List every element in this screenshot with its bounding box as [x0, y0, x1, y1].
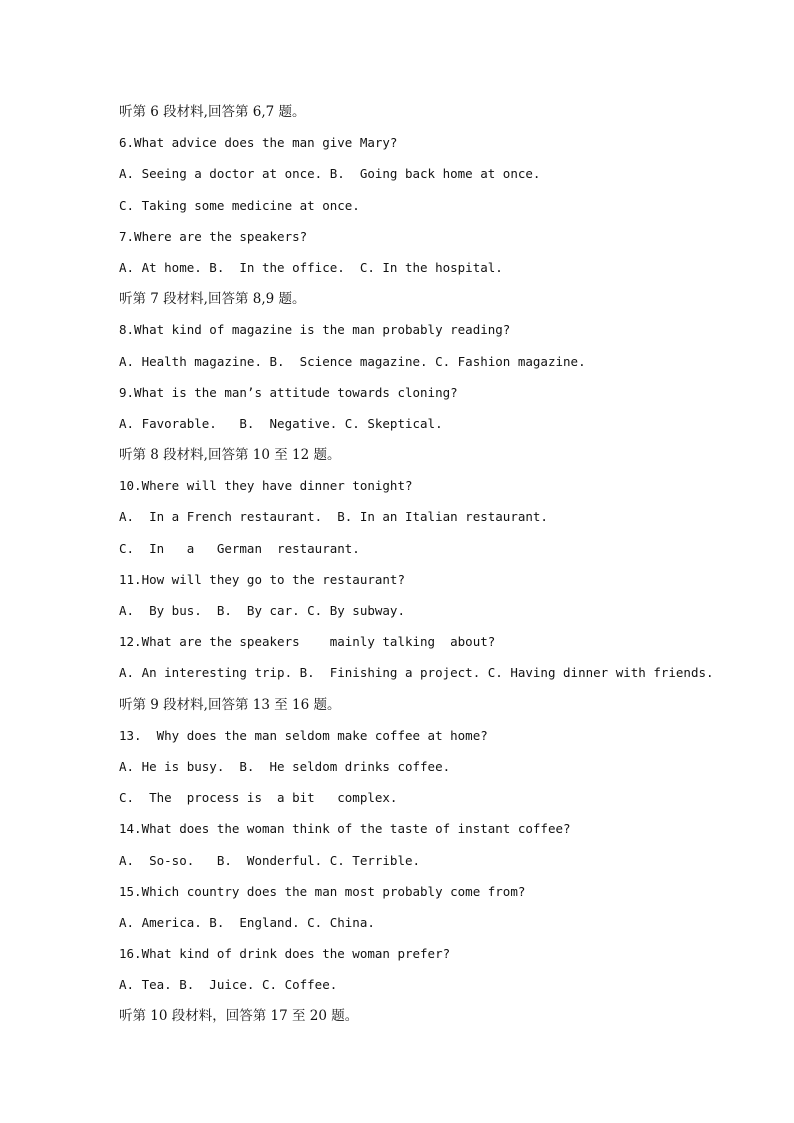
- section-heading: 听第 10 段材料，回答第 17 至 20 题。: [119, 1008, 359, 1025]
- section-heading: 听第 8 段材料,回答第 10 至 12 题。: [119, 447, 341, 464]
- answer-options-line: C. Taking some medicine at once.: [119, 197, 360, 213]
- question-line: 9.What is the man’s attitude towards cloning?: [119, 384, 458, 400]
- question-line: 16.What kind of drink does the woman prefer?: [119, 946, 451, 962]
- question-line: 7.Where are the speakers?: [119, 228, 308, 244]
- document-content: [119, 100, 739, 1036]
- answer-options-line: A. America. B. England. C. China.: [119, 914, 375, 930]
- answer-options-line: A. An interesting trip. B. Finishing a project. C. Having dinner with friends.: [119, 665, 714, 681]
- answer-options-line: A. Tea. B. Juice. C. Coffee.: [119, 977, 338, 993]
- answer-options-line: C. In a German restaurant.: [119, 540, 360, 556]
- answer-options-line: A. Favorable. B. Negative. C. Skeptical.: [119, 415, 443, 431]
- section-heading: 听第 7 段材料,回答第 8,9 题。: [119, 291, 306, 308]
- answer-options-line: A. At home. B. In the office. C. In the hospital.: [119, 259, 503, 275]
- question-line: 12.What are the speakers mainly talking about?: [119, 634, 496, 650]
- answer-options-line: A. He is busy. B. He seldom drinks coffee.: [119, 758, 451, 774]
- question-line: 14.What does the woman think of the taste of instant coffee?: [119, 821, 571, 837]
- answer-options-line: A. So-so. B. Wonderful. C. Terrible.: [119, 852, 421, 868]
- question-line: 10.Where will they have dinner tonight?: [119, 478, 413, 494]
- answer-options-line: A. Health magazine. B. Science magazine. C. Fashion magazine.: [119, 353, 586, 369]
- answer-options-line: A. In a French restaurant. B. In an Italian restaurant.: [119, 509, 548, 525]
- answer-options-line: C. The process is a bit complex.: [119, 790, 398, 806]
- question-line: 8.What kind of magazine is the man probably reading?: [119, 322, 511, 338]
- section-heading: 听第 6 段材料,回答第 6,7 题。: [119, 104, 306, 120]
- section-heading: 听第 9 段材料,回答第 13 至 16 题。: [119, 696, 341, 713]
- question-line: 13. Why does the man seldom make coffee at home?: [119, 727, 488, 743]
- question-line: 6.What advice does the man give Mary?: [119, 135, 398, 151]
- question-line: 15.Which country does the man most probably come from?: [119, 883, 526, 899]
- answer-options-line: A. By bus. B. By car. C. By subway.: [119, 603, 405, 618]
- question-line: 11.How will they go to the restaurant?: [119, 571, 405, 587]
- answer-options-line: A. Seeing a doctor at once. B. Going back home at once.: [119, 166, 541, 182]
